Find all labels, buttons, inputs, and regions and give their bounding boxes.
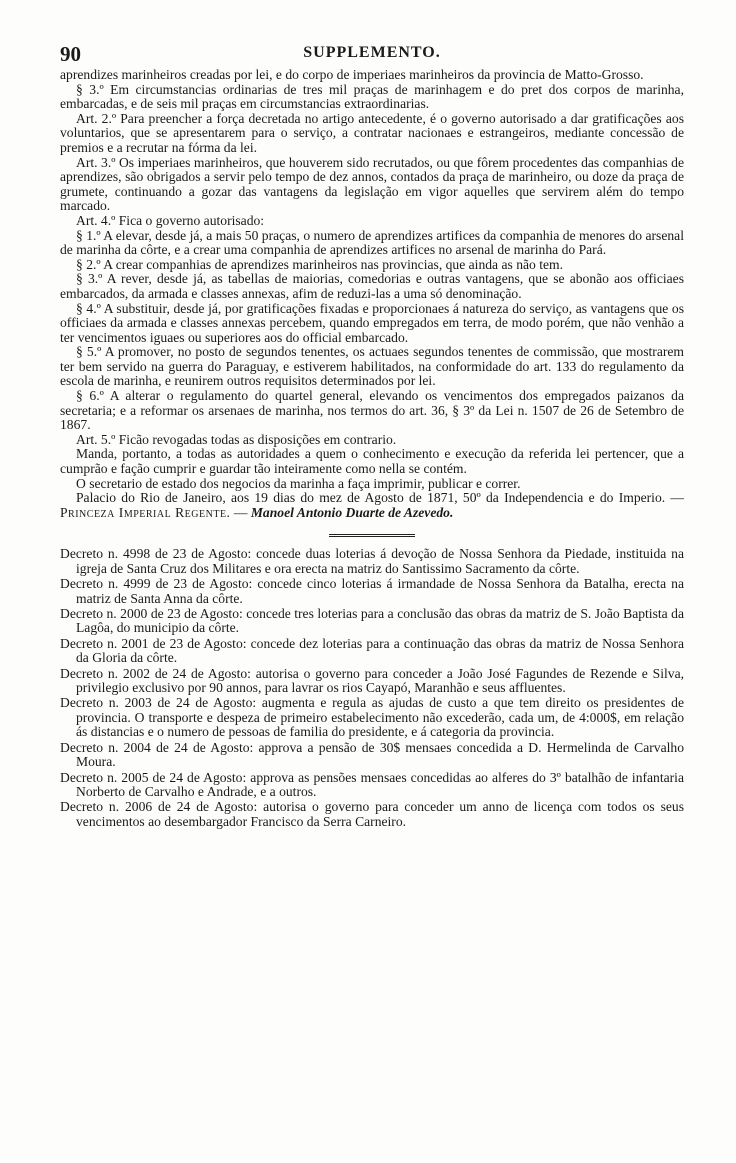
paragraph: O secretario de estado dos negocios da marinha a faça imprimir, publicar e correr.: [76, 475, 521, 491]
law-text: [60, 68, 684, 520]
decree-entry: Decreto n. 2000 de 23 de Agosto: concede tres loterias para a conclusão das obras da matriz de S. João Baptista da Lagôa, do municipio da côrte.: [60, 606, 684, 636]
document-page: [60, 40, 684, 830]
decree-entry: Decreto n. 2005 de 24 de Agosto: approva as pensões mensaes concedidas ao alferes do 3º batalhão de infantaria Norberto de Carvalho e Andrade, e a outros.: [60, 769, 684, 799]
closing-signature: [60, 491, 684, 520]
section-divider: [329, 534, 415, 537]
page-header: [60, 40, 684, 68]
paragraph: Manda, portanto, a todas as autoridades a quem o conhecimento e execução da referida lei pertencer, que a cumprão e fação cumprir e guardar tão inteiramente como nella se contém.: [60, 446, 684, 477]
decree-entry: Decreto n. 2006 de 24 de Agosto: autorisa o governo para conceder um anno de licença com todos os seus vencimentos ao desembargador Francisco da Serra Carneiro.: [60, 799, 684, 829]
running-title: SUPPLEMENTO.: [303, 44, 441, 61]
regent-signature: Princeza Imperial Regente.: [60, 504, 231, 520]
paragraph: § 6.º A alterar o regulamento do quartel general, elevando os vencimentos dos empregados paizanos da secretaria; e a reformar os arsenaes de marinha, nos termos do art. 36, § 3º da Lei n. 1507 de 26 de Setembro de 1867.: [60, 388, 684, 433]
page-number: 90: [60, 42, 81, 66]
paragraph: § 3.º A rever, desde já, as tabellas de maiorias, comedorias e outras vantagens, que se abonão aos officiaes embarcados, da armada e classes annexas, afim de reduzi-las a uma só denominação.: [60, 271, 684, 301]
paragraph: aprendizes marinheiros creadas por lei, e do corpo de imperiaes marinheiros da provincia de Matto-Grosso.: [60, 67, 644, 82]
decree-entry: Decreto n. 4998 de 23 de Agosto: concede duas loterias á devoção de Nossa Senhora da Piedade, instituida na igreja de Santa Cruz dos Militares e ora erecta na matriz do Santissimo Sacramento da côrte.: [60, 546, 684, 576]
decree-list: [60, 547, 684, 829]
closing-dash: —: [230, 504, 251, 520]
paragraph: § 1.º A elevar, desde já, a mais 50 praças, o numero de aprendizes artifices da companhia de menores do arsenal de marinha da côrte, e a crear uma companhia de aprendizes artifices no arsenal de marinha do Pará.: [60, 227, 684, 258]
paragraph: Art. 2.º Para preencher a força decretada no artigo antecedente, é o governo autorisado a dar gratificações aos voluntarios, que se apresentarem para o serviço, a contratar nacionaes e estrangeiros, mediante concessão de premios e a recrutar na fórma da lei.: [60, 110, 684, 155]
paragraph: § 2.º A crear companhias de aprendizes marinheiros nas provincias, que ainda as não tem.: [76, 256, 564, 272]
paragraph: § 3.º Em circumstancias ordinarias de tres mil praças de marinhagem e do pret dos corpos de marinha, embarcadas, e de seis mil praças em circumstancias extraordinarias.: [60, 81, 684, 112]
closing-text: Palacio do Rio de Janeiro, aos 19 dias do mez de Agosto de 1871, 50º da Independencia e do Imperio. —: [76, 490, 684, 506]
decree-entry: Decreto n. 2003 de 24 de Agosto: augmenta e regula as ajudas de custo a que tem direito os presidentes de provincia. O transporte e despeza de primeiro estabelecimento não excederão, cada um, de 4:000$, em relação ás distancias e o numero de pessoas de familia do presidente, e á categoria da provincia.: [60, 695, 684, 740]
paragraph: § 4.º A substituir, desde já, por gratificações fixadas e proporcionaes á natureza do serviço, as vantagens que os officiaes da armada e classes annexas percebem, quando empregados em terra, de modo porém, que não venhão a ter vencimentos iguaes ou superiores aos do official embarcado.: [60, 300, 684, 345]
minister-signature: Manoel Antonio Duarte de Azevedo.: [250, 504, 454, 520]
decree-entry: Decreto n. 2002 de 24 de Agosto: autorisa o governo para conceder a João José Fagundes de Rezende e Silva, privilegio exclusivo por 90 annos, para lavrar os rios Cayapó, Maranhão e seus affluentes.: [60, 665, 684, 696]
paragraph: Art. 4.º Fica o governo autorisado:: [76, 212, 265, 228]
paragraph: § 5.º A promover, no posto de segundos tenentes, os actuaes segundos tenentes de commissão, que mostrarem ter bem servido na guerra do Paraguay, e estiverem habilitados, na conformidade do art. 133 do regulamento da escola de marinha, e reunirem outros requisitos determinados por lei.: [60, 344, 684, 389]
decree-entry: Decreto n. 4999 de 23 de Agosto: concede cinco loterias á irmandade de Nossa Senhora da Batalha, erecta na matriz de Santa Anna da côrte.: [60, 576, 684, 606]
decree-entry: Decreto n. 2004 de 24 de Agosto: approva a pensão de 30$ mensaes concedida a D. Hermelinda de Carvalho Moura.: [60, 739, 684, 770]
decree-entry: Decreto n. 2001 de 23 de Agosto: concede dez loterias para a continuação das obras da matriz de Nossa Senhora da Gloria da côrte.: [60, 635, 684, 666]
paragraph: Art. 3.º Os imperiaes marinheiros, que houverem sido recrutados, ou que fôrem procedentes das companhias de aprendizes, são obrigados a servir pelo tempo de dez annos, contados da praça de marinheiro, ou doze da praça de grumete, continuando a gozar das vantagens da legislação em vigor aquelles que servirem além do tempo marcado.: [60, 154, 684, 214]
paragraph: Art. 5.º Ficão revogadas todas as disposições em contrario.: [76, 431, 397, 447]
